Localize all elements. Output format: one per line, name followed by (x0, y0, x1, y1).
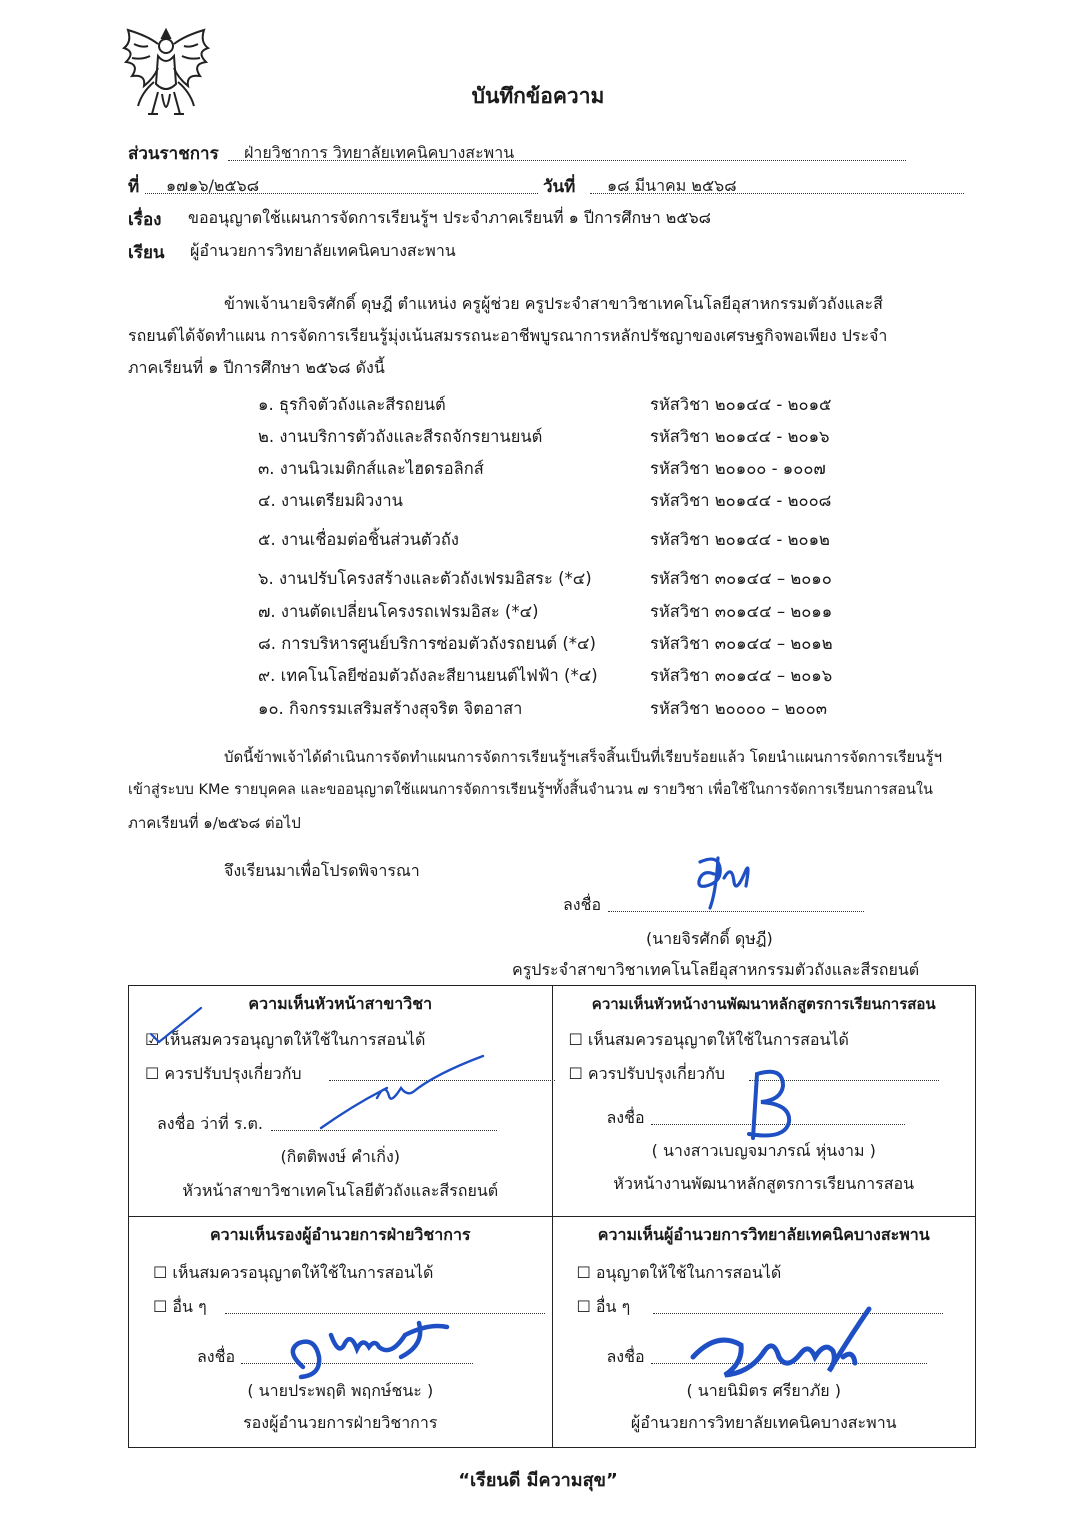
main-signature-icon (688, 852, 758, 914)
signer-name: (กิตติพงษ์ คำเกิ่ง) (280, 1147, 401, 1166)
course-name: ๔. งานเตรียมผิวงาน (258, 491, 403, 510)
box-director (552, 1217, 976, 1448)
subject-label: เรื่อง (128, 210, 162, 230)
sign-label: ลงชื่อ (606, 1108, 645, 1127)
main-sign-label: ลงชื่อ (563, 895, 602, 914)
agency-value: ฝ่ายวิชาการ วิทยาลัยเทคนิคบางสะพาน (244, 143, 515, 162)
curriculum-head-signature-icon (739, 1064, 799, 1146)
agency-label: ส่วนราชการ (128, 144, 219, 164)
signer-name: ( นางสาวเบญจมาภรณ์ หุ่นงาม ) (651, 1141, 876, 1160)
signer-position: หัวหน้างานพัฒนาหลักสูตรการเรียนการสอน (613, 1174, 915, 1193)
course-code: รหัสวิชา ๒๐๑๔๔ - ๒๐๑๒ (650, 530, 830, 549)
doc-no-value: ๑๗๑๖/๒๕๖๘ (166, 176, 260, 195)
subject-value: ขออนุญาตใช้แผนการจัดการเรียนรู้ฯ ประจำภาคเรียนที่ ๑ ปีการศึกษา ๒๕๖๘ (188, 208, 711, 227)
para1-line2: รถยนต์ได้จัดทำแผน การจัดการเรียนรู้มุ่งเน้นสมรรถนะอาชีพบูรณาการหลักปรัชญาของเศรษฐกิจพอเพียง ประจำ (128, 326, 888, 345)
signer-name: ( นายนิมิตร ศรียาภัย ) (686, 1381, 842, 1400)
approval-grid (128, 985, 976, 1448)
course-name: ๖. งานปรับโครงสร้างและตัวถังเฟรมอิสระ (*๔) (258, 569, 592, 588)
course-code: รหัสวิชา ๓๐๑๔๔ – ๒๐๑๒ (650, 634, 833, 653)
other-dotline (225, 1313, 545, 1314)
sign-label: ลงชื่อ ว่าที่ ร.ต. (157, 1114, 263, 1133)
to-label: เรียน (128, 243, 165, 263)
para2-line2: เข้าสู่ระบบ KMe รายบุคคล และขออนุญาตใช้แผนการจัดการเรียนรู้ฯทั้งสิ้นจำนวน ๗ รายวิชา เพื่อใช้ในการจัดการเรียนการสอนใน (128, 782, 933, 798)
checkbox-improve[interactable]: ☐ ควรปรับปรุงเกี่ยวกับ (145, 1064, 302, 1083)
checkbox-approve[interactable]: ☐ อนุญาตให้ใช้ในการสอนได้ (576, 1263, 782, 1282)
course-code: รหัสวิชา ๒๐๑๔๔ - ๒๐๑๕ (650, 395, 832, 414)
signer-position: หัวหน้าสาขาวิชาเทคโนโลยีตัวถังและสีรถยนต์ (182, 1181, 499, 1200)
checkbox-other[interactable]: ☐ อื่น ๆ (153, 1297, 207, 1316)
sign-label: ลงชื่อ (606, 1347, 645, 1366)
director-signature-icon (683, 1291, 883, 1391)
course-code: รหัสวิชา ๒๐๑๐๐ - ๑๐๐๗ (650, 459, 826, 478)
para2-line3: ภาคเรียนที่ ๑/๒๕๖๘ ต่อไป (128, 814, 301, 832)
box-curriculum-head (552, 986, 976, 1217)
course-name: ๙. เทคโนโลยีซ่อมตัวถังละสียานยนต์ไฟฟ้า (*๔) (258, 666, 598, 685)
box-deputy-director (129, 1217, 553, 1448)
course-name: ๒. งานบริการตัวถังและสีรถจักรยานยนต์ (258, 427, 543, 446)
checkbox-approve[interactable]: ☐ เห็นสมควรอนุญาตให้ใช้ในการสอนได้ (568, 1030, 849, 1049)
signer-position: รองผู้อำนวยการฝ่ายวิชาการ (243, 1413, 438, 1432)
box-heading: ความเห็นผู้อำนวยการวิทยาลัยเทคนิคบางสะพาน (597, 1225, 930, 1244)
course-name: ๑. ธุรกิจตัวถังและสีรถยนต์ (258, 395, 446, 414)
closing-text: จึงเรียนมาเพื่อโปรดพิจารณา (224, 861, 420, 880)
course-code: รหัสวิชา ๒๐๑๔๔ - ๒๐๐๘ (650, 491, 832, 510)
doc-no-label: ที่ (128, 177, 140, 197)
checkbox-approve[interactable]: ☑ เห็นสมควรอนุญาตให้ใช้ในการสอนได้ (145, 1030, 426, 1049)
course-name: ๘. การบริหารศูนย์บริการซ่อมตัวถังรถยนต์ (*๔) (258, 634, 596, 653)
para1-line3: ภาคเรียนที่ ๑ ปีการศึกษา ๒๕๖๘ ดังนี้ (128, 358, 385, 377)
to-value: ผู้อำนวยการวิทยาลัยเทคนิคบางสะพาน (190, 241, 456, 260)
sign-label: ลงชื่อ (197, 1347, 236, 1366)
course-name: ๗. งานตัดเปลี่ยนโครงรถเฟรมอิสะ (*๔) (258, 602, 539, 621)
main-signer-name: (นายจิรศักดิ์ ดุษฎี) (646, 929, 773, 948)
main-signer-position: ครูประจำสาขาวิชาเทคโนโลยีอุสาหกรรมตัวถังและสีรถยนต์ (512, 960, 920, 979)
date-value: ๑๘ มีนาคม ๒๕๖๘ (607, 176, 737, 195)
box-heading: ความเห็นหัวหน้าสาขาวิชา (248, 994, 433, 1013)
course-code: รหัสวิชา ๒๐๐๐๐ – ๒๐๐๓ (650, 699, 827, 718)
agency-row (128, 140, 219, 167)
checkbox-other[interactable]: ☐ อื่น ๆ (576, 1297, 631, 1316)
box-heading: ความเห็นรองผู้อำนวยการฝ่ายวิชาการ (209, 1225, 471, 1244)
department-head-signature-icon (315, 1052, 487, 1132)
para1-line1: ข้าพเจ้านายจิรศักดิ์ ดุษฎี ตำแหน่ง ครูผู้ช่วย ครูประจำสาขาวิชาเทคโนโลยีอุสาหกรรมตัวถังและสี (224, 294, 883, 313)
date-label: วันที่ (543, 177, 576, 197)
checkbox-improve[interactable]: ☐ ควรปรับปรุงเกี่ยวกับ (568, 1064, 726, 1083)
checkbox-approve[interactable]: ☐ เห็นสมควรอนุญาตให้ใช้ในการสอนได้ (153, 1263, 434, 1282)
course-code: รหัสวิชา ๓๐๑๔๔ – ๒๐๑๖ (650, 666, 833, 685)
box-department-head (129, 986, 553, 1217)
signer-position: ผู้อำนวยการวิทยาลัยเทคนิคบางสะพาน (630, 1413, 897, 1432)
motto: “เรียนดี มีความสุข” (458, 1470, 618, 1491)
deputy-director-signature-icon (279, 1317, 455, 1387)
checkmark-icon (141, 1004, 207, 1044)
para2-line1: บัดนี้ข้าพเจ้าได้ดำเนินการจัดทำแผนการจัดการเรียนรู้ฯเสร็จสิ้นเป็นที่เรียบร้อยแล้ว โดยนำแผนการจัดการเรียนรู้ฯ (224, 748, 943, 766)
course-code: รหัสวิชา ๒๐๑๔๔ - ๒๐๑๖ (650, 427, 830, 446)
course-name: ๑๐. กิจกรรมเสริมสร้างสุจริต จิตอาสา (258, 699, 523, 718)
box-heading: ความเห็นหัวหน้างานพัฒนาหลักสูตรการเรียนการสอน (591, 995, 936, 1013)
course-code: รหัสวิชา ๓๐๑๔๔ – ๒๐๑๑ (650, 602, 833, 621)
course-name: ๕. งานเชื่อมต่อชิ้นส่วนตัวถัง (258, 530, 459, 549)
signer-name: ( นายประพฤติ พฤกษ์ชนะ ) (247, 1381, 434, 1400)
course-name: ๓. งานนิวเมติกส์และไฮดรอลิกส์ (258, 459, 484, 478)
memo-title: บันทึกข้อความ (471, 84, 605, 108)
course-code: รหัสวิชา ๓๐๑๔๔ – ๒๐๑๐ (650, 569, 832, 588)
